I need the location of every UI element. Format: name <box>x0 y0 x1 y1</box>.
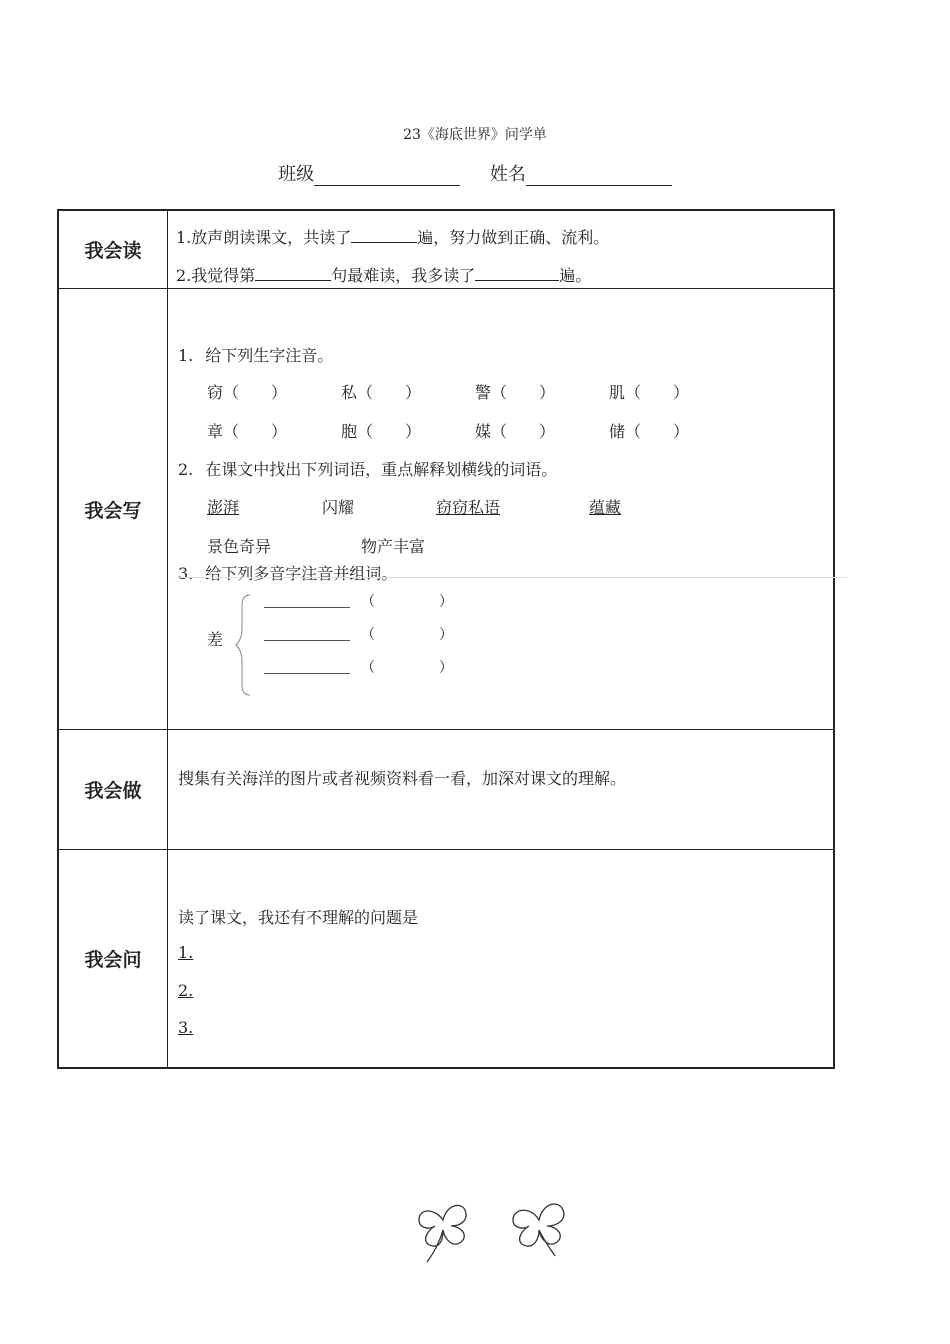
pinyin-item[interactable]: 肌（ ） <box>609 383 690 402</box>
polyphone-paren-left: （ <box>361 627 375 643</box>
write-row <box>59 289 833 730</box>
class-blank[interactable] <box>314 165 460 186</box>
pinyin-item[interactable]: 私（ ） <box>341 383 422 402</box>
write-body <box>178 289 823 729</box>
name-blank[interactable] <box>526 165 672 186</box>
do-row <box>59 730 833 850</box>
ask-row <box>59 850 833 1067</box>
pinyin-item[interactable]: 储（ ） <box>609 422 690 441</box>
polyphone-group <box>178 589 478 701</box>
polyphone-word-blank-2[interactable] <box>264 626 350 641</box>
name-label: 姓名 <box>489 164 526 185</box>
read-line-1: 1.放声朗读课文，共读了 遍，努力做到正确、流利。 <box>176 228 610 247</box>
pinyin-item[interactable]: 章（ ） <box>207 422 288 441</box>
page-title: 23《海底世界》问学单 <box>403 127 547 143</box>
ask-header: 我会问 <box>59 850 168 1067</box>
pinyin-item[interactable]: 胞（ ） <box>341 422 422 441</box>
ask-item-1[interactable]: 1. <box>178 943 194 962</box>
read-line-2: 2.我觉得第 句最难读，我多读了 遍。 <box>176 266 592 285</box>
worksheet-table <box>57 209 835 1069</box>
do-body <box>178 730 823 849</box>
read-header: 我会读 <box>59 211 168 288</box>
polyphone-paren-right: ） <box>439 627 453 643</box>
ask-item-3[interactable]: 3. <box>178 1018 194 1037</box>
ask-intro: 读了课文，我还有不理解的问题是 <box>178 908 419 927</box>
polyphone-word-blank-3[interactable] <box>264 659 350 674</box>
vocab-word-underlined: 澎湃 <box>207 498 240 517</box>
write-q2: 2. 在课文中找出下列词语，重点解释划横线的词语。 <box>178 460 558 479</box>
vocab-word: 景色奇异 <box>207 537 272 556</box>
brace-icon <box>234 589 254 701</box>
student-info <box>0 160 950 186</box>
pinyin-item[interactable]: 媒（ ） <box>475 422 556 441</box>
write-q1: 1. 给下列生字注音。 <box>178 346 334 365</box>
clover-decoration-icon <box>405 1190 585 1270</box>
read-count-blank[interactable] <box>351 226 417 243</box>
pinyin-item[interactable]: 窃（ ） <box>207 383 288 402</box>
ask-body <box>178 850 823 1067</box>
polyphone-paren-right: ） <box>439 594 453 610</box>
read-body <box>176 211 823 288</box>
polyphone-word-blank-1[interactable] <box>264 593 350 608</box>
vocab-word-underlined: 窃窃私语 <box>436 498 501 517</box>
extra-read-blank[interactable] <box>475 264 559 281</box>
vocab-word-underlined: 蕴藏 <box>589 498 622 517</box>
polyphone-paren-right: ） <box>439 660 453 676</box>
ask-item-2[interactable]: 2. <box>178 981 194 1000</box>
class-label: 班级 <box>278 164 315 185</box>
polyphone-paren-left: （ <box>361 594 375 610</box>
polyphone-char: 差 <box>207 630 224 649</box>
vocab-word: 物产丰富 <box>361 537 426 556</box>
sentence-number-blank[interactable] <box>255 264 331 281</box>
pinyin-item[interactable]: 警（ ） <box>475 383 556 402</box>
write-q3: 3. 给下列多音字注音并组词。 <box>178 564 398 583</box>
stray-divider <box>175 577 847 578</box>
do-text: 搜集有关海洋的图片或者视频资料看一看，加深对课文的理解。 <box>178 769 627 788</box>
polyphone-paren-left: （ <box>361 660 375 676</box>
write-header: 我会写 <box>59 289 168 729</box>
read-row <box>59 211 833 289</box>
vocab-word: 闪耀 <box>322 498 355 517</box>
do-header: 我会做 <box>59 730 168 849</box>
